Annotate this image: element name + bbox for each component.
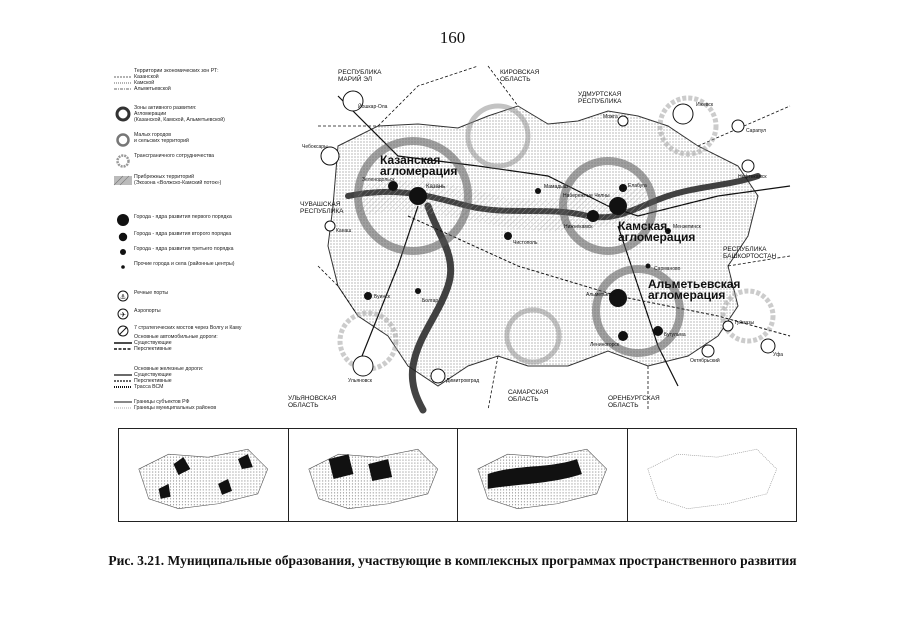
city-label-cheboksary: Чебоксары xyxy=(302,144,328,150)
city-label-menzelinsk: Мензелинск xyxy=(673,224,701,230)
legend-label: Города - ядра развития первого порядка xyxy=(134,214,232,220)
city-leninogorsk xyxy=(618,331,628,341)
legend-item-borders xyxy=(112,399,317,411)
city-nizhnekamsk xyxy=(587,210,599,222)
city-mamadysh xyxy=(535,188,541,194)
city-izhevsk xyxy=(673,104,693,124)
agglomeration-label-kama: Камская агломерация xyxy=(618,219,696,244)
city-elabuga xyxy=(619,184,627,192)
borders-lines-icon xyxy=(112,399,134,411)
city-second-order-icon xyxy=(112,231,134,243)
figure-caption: Рис. 3.21. Муниципальные образования, участвующие в комплексных программах пространственного развития xyxy=(108,553,797,568)
city-oktyabrsky xyxy=(702,345,714,357)
city-label-sarmanovo: Сарманово xyxy=(654,266,681,272)
legend-item-city-second xyxy=(112,231,317,243)
region-label-ulyanovsk: УЛЬЯНОВСКАЯ ОБЛАСТЬ xyxy=(288,395,337,409)
other-settlements-icon xyxy=(112,261,134,273)
small-towns-ring-icon xyxy=(112,132,134,144)
city-kanash xyxy=(325,221,335,231)
region-label-udmurt: УДМУРТСКАЯ РЕСПУБЛИКА xyxy=(578,91,622,105)
legend-item-river-port xyxy=(112,290,317,302)
city-label-bugulma: Бугульма xyxy=(664,332,686,338)
svg-text:✈: ✈ xyxy=(120,312,126,319)
city-buinsk xyxy=(364,292,372,300)
main-map xyxy=(288,66,790,410)
city-neftekamsk xyxy=(742,160,754,172)
legend-label: Основные автомобильные дороги: Существующие Перспективные xyxy=(134,334,218,352)
thumbnail-map-3 xyxy=(458,429,628,521)
page-number: 160 xyxy=(439,28,466,47)
city-label-chistopol: Чистополь xyxy=(513,240,538,246)
city-label-neftekamsk: Нефтекамск xyxy=(738,174,767,180)
legend-item-economic-zones xyxy=(112,68,317,92)
legend-item-city-third xyxy=(112,246,317,258)
legend-label: Города - ядра развития третьего порядка xyxy=(134,246,234,252)
legend-label: Города - ядра развития второго порядка xyxy=(134,231,232,237)
legend-label: Зоны активного развития: Агломерации (Казанской, Камской, Альметьевской) xyxy=(134,105,225,123)
thumbnail-map-1 xyxy=(119,429,289,521)
city-kazan xyxy=(409,187,427,205)
city-label-zelenodolsk: Зеленодольск xyxy=(362,177,395,183)
city-label-kazan: Казань xyxy=(426,184,446,190)
city-label-elabuga: Елабуга xyxy=(628,183,647,189)
city-chistopol xyxy=(504,232,512,240)
city-label-yoshkar-ola: Йошкар-Ола xyxy=(358,104,388,110)
legend-label: Прочие города и села (районные центры) xyxy=(134,261,235,267)
city-bugulma xyxy=(653,326,663,336)
legend-item-city-first xyxy=(112,214,317,226)
city-label-sarapul: Сарапул xyxy=(746,128,767,134)
region-label-bashkir: РЕСПУБЛИКА БАШКОРТОСТАН xyxy=(723,246,777,260)
legend-item-other-settlements xyxy=(112,261,317,273)
legend-label: Малых городов и сельских территорий xyxy=(134,132,189,144)
legend-item-riverside xyxy=(112,174,317,186)
agglomeration-label-kazan: Казанская агломерация xyxy=(380,153,458,178)
city-label-mozhga: Можга xyxy=(603,114,618,120)
legend-item-agglomeration xyxy=(112,105,317,123)
city-ufa xyxy=(761,339,775,353)
city-mozhga xyxy=(618,116,628,126)
thumbnail-map-2 xyxy=(289,429,459,521)
city-label-naberezhnye-chelny: Набережные Челны xyxy=(563,193,610,199)
economic-zones-lines-icon xyxy=(112,68,134,80)
city-label-ufa: Уфа xyxy=(773,352,784,358)
city-label-almetyevsk: Альметьевск xyxy=(586,292,616,298)
airplane-icon xyxy=(112,308,134,320)
city-label-oktyabrsky: Октябрьский xyxy=(690,358,720,364)
city-label-kanash: Канаш xyxy=(336,228,352,234)
city-label-leninogorsk: Лениногорск xyxy=(590,342,620,348)
legend-label: Основные железные дороги: Существующие Перспективные Трасса ВСМ xyxy=(134,366,204,390)
legend-item-railways xyxy=(112,366,317,390)
legend-item-crossborder xyxy=(112,153,317,165)
thumbnail-map-4 xyxy=(628,429,797,521)
legend-label: Аэропорты xyxy=(134,308,161,314)
city-sarapul xyxy=(732,120,744,132)
agglomeration-label-almetyevsk: Альметьевская агломерация xyxy=(648,277,741,302)
city-dimitrovgrad xyxy=(431,369,445,383)
legend-label: Территории экономических зон РТ: Казанской Камской Альметьевской xyxy=(134,68,219,92)
city-label-ulyanovsk: Ульяновск xyxy=(348,378,372,384)
legend-label: Трансграничного сотрудничества xyxy=(134,153,215,159)
region-label-mari: РЕСПУБЛИКА МАРИЙ ЭЛ xyxy=(338,69,382,83)
region-label-samara: САМАРСКАЯ ОБЛАСТЬ xyxy=(508,389,549,403)
anchor-icon xyxy=(112,290,134,302)
city-tuymazy xyxy=(723,321,733,331)
legend-label: Прибрежных территорий (Экозона «Волжско-Камский поток») xyxy=(134,174,222,186)
legend-item-airport xyxy=(112,308,317,320)
city-ulyanovsk xyxy=(353,356,373,376)
city-third-order-icon xyxy=(112,246,134,258)
roads-lines-icon xyxy=(112,334,134,346)
railways-lines-icon xyxy=(112,366,134,378)
agglomeration-ring-icon xyxy=(112,105,134,117)
legend-label: 7 стратегических мостов через Волгу и Каму xyxy=(134,325,242,331)
city-bolgar xyxy=(415,288,421,294)
legend-label: Речные порты xyxy=(134,290,169,296)
region-label-orenburg: ОРЕНБУРГСКАЯ ОБЛАСТЬ xyxy=(608,395,660,409)
city-label-mamadysh: Мамадыш xyxy=(544,184,568,190)
legend-item-roads xyxy=(112,334,317,352)
city-first-order-icon xyxy=(112,214,134,226)
crossborder-ring-icon xyxy=(112,153,134,165)
thumbnail-map-strip xyxy=(118,428,797,522)
legend-item-small-towns xyxy=(112,132,317,144)
riverside-hatch-icon xyxy=(112,174,134,186)
city-label-buinsk: Буинск xyxy=(374,294,390,300)
city-naberezhnye-chelny xyxy=(609,197,627,215)
city-label-dimitrovgrad: Димитровград xyxy=(446,378,480,384)
city-label-bolgar: Болгар xyxy=(422,298,439,304)
city-label-tuymazy: Туймазы xyxy=(734,320,755,326)
city-sarmanovo xyxy=(646,264,651,269)
svg-text:⚓: ⚓ xyxy=(119,294,127,301)
city-label-nizhnekamsk: Нижнекамск xyxy=(564,224,593,230)
legend-label: Границы субъектов РФ Границы муниципальных районов xyxy=(134,399,217,411)
region-label-chuvash: ЧУВАШСКАЯ РЕСПУБЛИКА xyxy=(300,201,344,215)
region-label-kirov: КИРОВСКАЯ ОБЛАСТЬ xyxy=(500,69,540,83)
city-label-izhevsk: Ижевск xyxy=(696,102,714,108)
